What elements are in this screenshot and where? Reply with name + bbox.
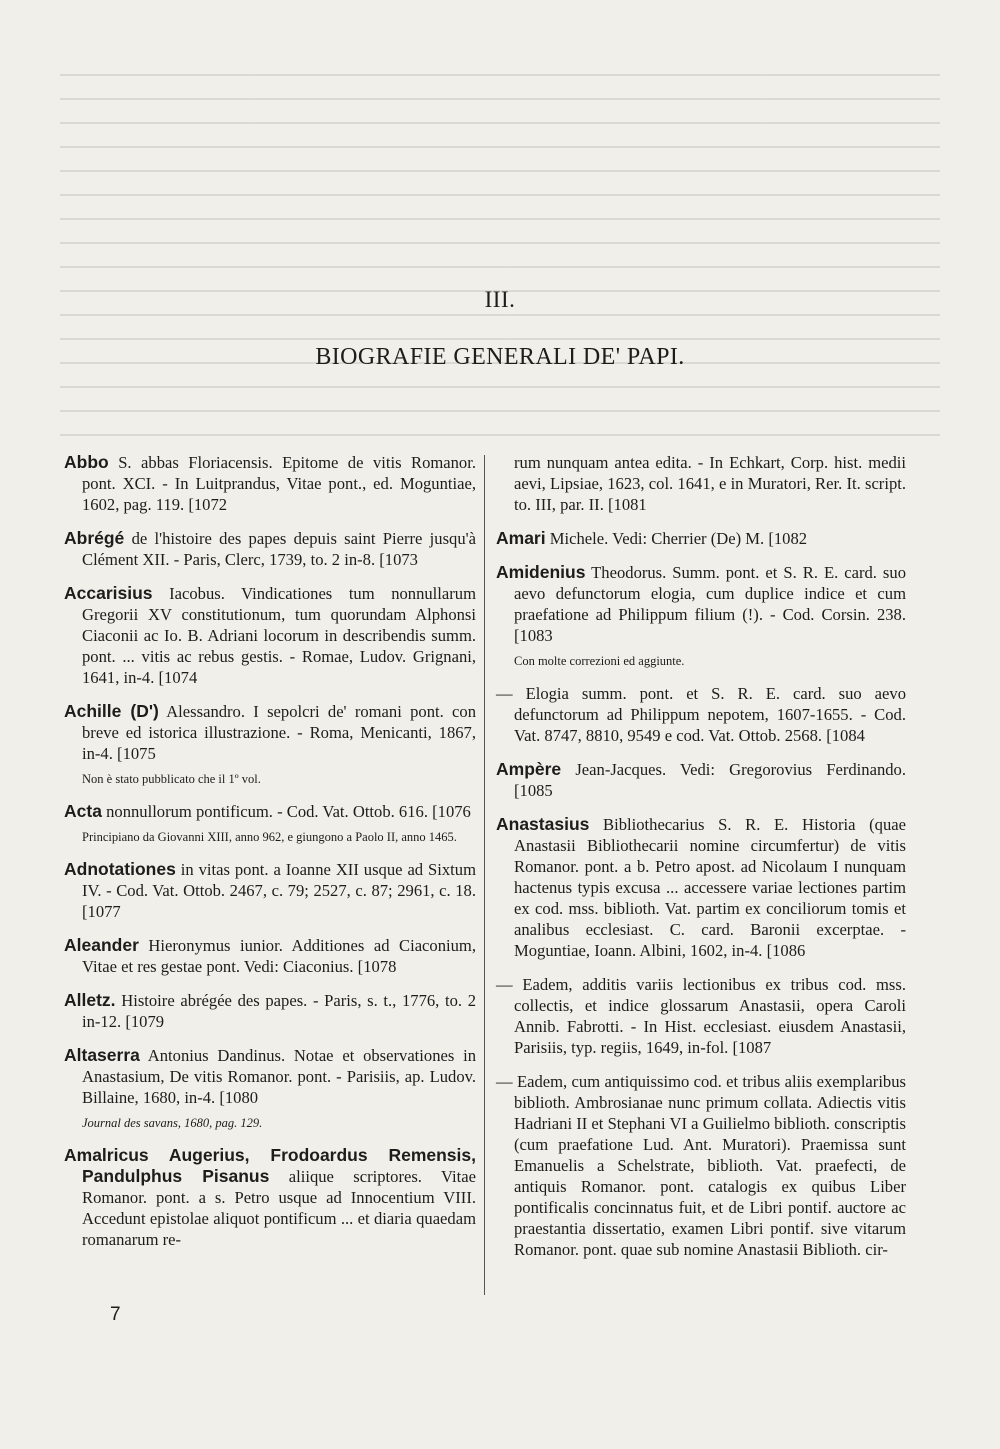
entry-heading: Anastasius — [496, 814, 590, 834]
entry-1074 — [64, 583, 476, 688]
entry-text: Elogia summ. pont. et S. R. E. card. suo aevo defunctorum ad Philippum nepotem, 1607-1655. - Cod. Vat. 8747, 8810, 9549 e cod. Vat. Ottob. 2568. — [514, 684, 906, 745]
entry-number: [1076 — [432, 802, 471, 821]
entry-number: [1078 — [357, 957, 397, 976]
entry-text: nonnullorum pontificum. - Cod. Vat. Ottob. 616. — [106, 802, 428, 821]
entry-heading: Adnotationes — [64, 859, 176, 879]
entry-note: Con molte correzioni ed aggiunte. — [514, 654, 685, 668]
entry-dash: — — [496, 1072, 513, 1091]
entry-text: Iacobus. Vindicationes tum nonnullarum Gregorii XV constitutionum, tum quorundam Alphonsi Ciaconii ac Io. B. Adriani locorum in describendis summ. pont. ... vitis ac rebus gestis. - Romae, Ludov. Grignani, 1641, in-4. — [82, 584, 476, 687]
entry-1085 — [496, 759, 906, 801]
entry-text: Alessandro. I sepolcri de' romani pont. con breve ed istorica illustrazione. - Roma, Menicanti, 1867, in-4. — [82, 702, 476, 763]
entry-number: [1087 — [732, 1038, 772, 1057]
entry-1076 — [64, 801, 476, 822]
entry-1077 — [64, 859, 476, 922]
entry-heading: Achille (D') — [64, 701, 159, 721]
entry-note: Non è stato pubblicato che il 1º vol. — [82, 772, 261, 786]
entry-text: Theodorus. Summ. pont. et S. R. E. card. suo aevo defunctorum elogia, cum duplice indice et cum praefatione ad Philippum filium (!). - Cod. Corsin. 238. — [514, 563, 906, 624]
entry-number: [1079 — [125, 1012, 165, 1031]
entry-eadem-ambrosiana — [496, 1071, 906, 1260]
entry-1082 — [496, 528, 906, 549]
entry-heading: Abbo — [64, 452, 109, 472]
entry-number: [1085 — [514, 781, 553, 800]
entry-number: [1080 — [219, 1088, 259, 1107]
bleed-through-shadow — [60, 60, 940, 440]
entry-text: S. abbas Floriacensis. Epitome de vitis Romanor. pont. XCI. - In Luitprandus, Vitae pont., ed. Moguntiae, 1602, pag. 119. — [82, 453, 476, 514]
entry-number: [1083 — [514, 626, 553, 645]
entry-1081 — [496, 452, 906, 515]
entry-heading: Amidenius — [496, 562, 586, 582]
entry-dash: — — [496, 975, 513, 994]
entry-number: [1077 — [82, 902, 121, 921]
entry-1079 — [64, 990, 476, 1032]
entry-1084 — [496, 683, 906, 746]
entry-number: [1081 — [608, 495, 647, 514]
entry-text: Hieronymus iunior. Additiones ad Ciaconium, Vitae et res gestae pont. Vedi: Ciaconius. — [82, 936, 476, 976]
entry-text: Histoire abrégée des papes. - Paris, s. t., 1776, to. 2 in-12. — [82, 991, 476, 1031]
entry-text: Eadem, additis variis lectionibus ex tribus cod. mss. collectis, et indice glossarum Anastasii, opera Caroli Annib. Fabrotti. - In Hist. ecclesiast. eiusdem Anastasii, Parisiis, typ. regiis, 1649, in-fol. — [514, 975, 906, 1057]
entry-number: [1074 — [158, 668, 198, 687]
entry-heading: Abrégé — [64, 528, 125, 548]
entry-text: Eadem, cum antiquissimo cod. et tribus aliis exemplaribus biblioth. Ambrosianae nunc primum collata. Adiectis vitis Hadriani II et Stephani VI a Guilielmo biblioth. conscriptis (cum praefatione Lud. Ant. Muratori). Praemissa sunt Emanuelis a Schelstrate, biblioth. Vat. praefecti, de antiquis Romanor. pont. catalogis ex quibus Liber pontificalis concinnatus fuit, et de Libri pontif. auctore ac praestantia dissertatio, examen Libri pontif. sive vitarum Romanor. pont. quae sub nomine Anastasii Biblioth. cir- — [514, 1072, 906, 1259]
entry-note: Principiano da Giovanni XIII, anno 962, e giungono a Paolo II, anno 1465. — [82, 830, 457, 844]
entry-1086 — [496, 814, 906, 961]
entry-text: in vitas pont. a Ioanne XII usque ad Sixtum IV. - Cod. Vat. Ottob. 2467, c. 79; 2527, c. 87; 2961, c. 18. — [82, 860, 476, 900]
right-column — [496, 452, 906, 1273]
entry-heading: Accarisius — [64, 583, 153, 603]
entry-text: Bibliothecarius S. R. E. Historia (quae Anastasii Bibliothecarii nomine circumfertur) de vitis Romanor. pont. a b. Petro apost. ad Nicolaum I nunquam hactenus typis excusa ... accessere variae lectiones partim ex cod. mss. biblioth. Vat. partim ex conciliorum tomis et analibus ecclesiast. C. card. Baronii excerptae. - Moguntiae, Ioann. Albini, 1602, in-4. — [514, 815, 906, 960]
entry-heading: Amalricus Augerius, Frodoardus Remensis, Pandulphus Pisanus — [64, 1145, 476, 1186]
page-number: 7 — [110, 1304, 121, 1325]
entry-number: [1072 — [188, 495, 228, 514]
entry-1075 — [64, 701, 476, 764]
entry-heading: Alletz. — [64, 990, 116, 1010]
entry-1087 — [496, 974, 906, 1058]
entry-text: Antonius Dandinus. Notae et observationes in Anastasium, De vitis Romanor. pont. - Parisiis, ap. Ludov. Billaine, 1680, in-4. — [82, 1046, 477, 1107]
section-title: BIOGRAFIE GENERALI DE' PAPI. — [315, 344, 685, 370]
entry-amalricus — [64, 1145, 476, 1250]
entry-number: [1075 — [117, 744, 156, 763]
entry-heading: Aleander — [64, 935, 139, 955]
entry-1078 — [64, 935, 476, 977]
entry-text: Michele. Vedi: Cherrier (De) M. — [549, 529, 765, 548]
entry-number: [1073 — [379, 550, 418, 569]
column-divider — [484, 455, 485, 1295]
left-column — [64, 452, 476, 1263]
entry-number: [1082 — [768, 529, 808, 548]
entry-text: Jean-Jacques. Vedi: Gregorovius Ferdinando. — [575, 760, 906, 779]
entry-1072 — [64, 452, 476, 515]
entry-number: [1084 — [826, 726, 865, 745]
entry-heading: Amari — [496, 528, 546, 548]
entry-dash: — — [496, 684, 513, 703]
entry-heading: Ampère — [496, 759, 562, 779]
entry-heading: Altaserra — [64, 1045, 140, 1065]
entry-text: rum nunquam antea edita. - In Echkart, Corp. hist. medii aevi, Lipsiae, 1623, col. 1641, e in Muratori, Rer. It. script. to. III, par. II. — [514, 453, 906, 514]
section-number: III. — [484, 287, 516, 312]
entry-number: [1086 — [766, 941, 806, 960]
entry-1073 — [64, 528, 476, 570]
entry-text: aliique scriptores. Vitae Romanor. pont. a s. Petro usque ad Innocentium VIII. Accedunt epistolae aliquot pontificum ... et diaria quaedam romanarum re- — [82, 1167, 476, 1249]
entry-heading: Acta — [64, 801, 102, 821]
entry-1083 — [496, 562, 906, 646]
entry-text: de l'histoire des papes depuis saint Pierre jusqu'à Clément XII. - Paris, Clerc, 1739, to. 2 in-8. — [82, 529, 476, 569]
entry-1080 — [64, 1045, 476, 1108]
entry-note: Journal des savans, 1680, pag. 129. — [82, 1116, 263, 1130]
